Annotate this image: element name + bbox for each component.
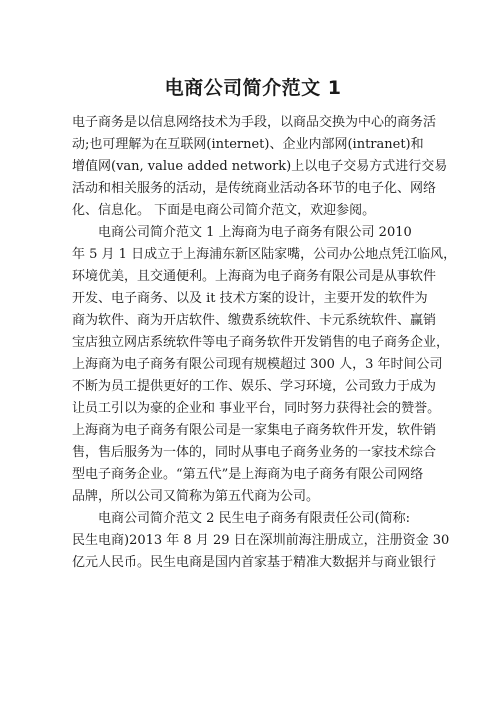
text-line: 商为软件、商为开店软件、缴费系统软件、卡元系统软件、赢销 — [72, 313, 437, 328]
paragraph — [72, 222, 457, 508]
text-line: 售，售后服务为一体的，同时从事电子商务业务的一家技术综合 — [72, 445, 437, 460]
text-line: 品牌，所以公司又简称为第五代商为公司。 — [72, 489, 320, 504]
text-line: 上海商为电子商务有限公司现有规模超过 300 人，3 年时间公司 — [72, 357, 443, 372]
text-line: 上海商为电子商务有限公司是一家集电子商务软件开发，软件销 — [72, 423, 437, 438]
text-line: 型电子商务企业。“第五代”是上海商为电子商务有限公司网络 — [72, 467, 424, 482]
text-line: 增值网(van, value added network)上以电子交易方式进行交易 — [72, 159, 448, 174]
text-line: 开发、电子商务、以及 it 技术方案的设计，主要开发的软件为 — [72, 291, 428, 306]
text-line: 电子商务是以信息网络技术为手段，以商品交换为中心的商务活 — [72, 115, 437, 130]
paragraph — [72, 508, 450, 574]
text-line: 亿元人民币。民生电商是国内首家基于精准大数据并与商业银行 — [72, 555, 437, 570]
text-line: 宝店独立网店系统软件等电子商务软件开发销售的电子商务企业， — [72, 335, 450, 350]
document-title: 电商公司简介范文 1 — [164, 77, 342, 99]
text-line: 活动和相关服务的活动，是传统商业活动各环节的电子化、网络 — [72, 181, 437, 196]
document-body — [72, 112, 457, 574]
text-line: 不断为员工提供更好的工作、娱乐、学习环境，公司致力于成为 — [72, 379, 437, 394]
text-line: 年 5 月 1 日成立于上海浦东新区陆家嘴，公司办公地点凭江临风， — [72, 247, 457, 262]
text-line: 电商公司简介范文 2 民生电子商务有限责任公司(简称: — [98, 511, 410, 526]
text-line: 环境优美，且交通便利。上海商为电子商务有限公司是从事软件 — [72, 269, 437, 284]
paragraph — [72, 112, 448, 222]
text-line: 让员工引以为豪的企业和 事业平台，同时努力获得社会的赞誉。 — [72, 401, 441, 416]
text-line: 民生电商)2013 年 8 月 29 日在深圳前海注册成立，注册资金 30 — [72, 533, 450, 548]
text-line: 动;也可理解为在互联网(internet)、企业内部网(intranet)和 — [72, 137, 424, 152]
text-line: 电商公司简介范文 1 上海商为电子商务有限公司 2010 — [98, 225, 412, 240]
text-line: 化、信息化。 下面是电商公司简介范文，欢迎参阅。 — [72, 203, 376, 218]
